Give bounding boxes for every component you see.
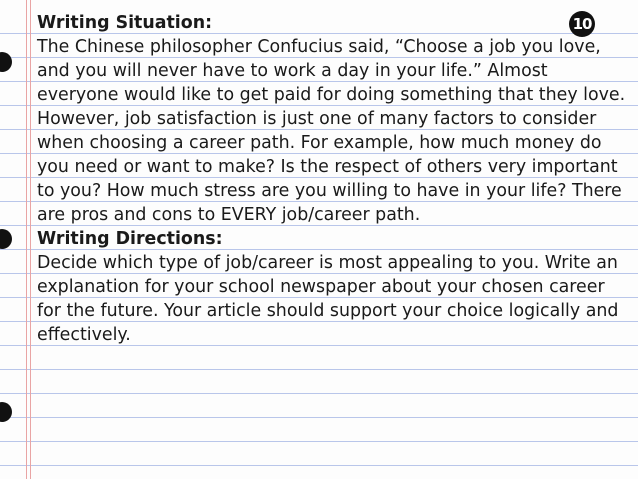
margin-line-right	[30, 0, 31, 479]
binder-hole-middle	[0, 229, 12, 249]
writing-directions-text: Decide which type of job/career is most appealing to you. Write an explanation for your school newspaper about your chosen career for the future. Your article should support your choice logically and effectively.	[37, 253, 619, 345]
margin-line-left	[26, 0, 27, 479]
writing-directions-heading: Writing Directions:	[37, 229, 223, 249]
document-content	[37, 11, 627, 347]
binder-hole-top	[0, 52, 12, 72]
writing-situation-heading: Writing Situation:	[37, 13, 213, 33]
page-number-badge: 10	[569, 11, 595, 37]
binder-hole-bottom	[0, 402, 12, 422]
writing-situation-text: The Chinese philosopher Confucius said, “Choose a job you love, and you will never have to work a day in your life.” Almost everyone would like to get paid for doing something that they love. However, job satisfaction is just one of many factors to consider when choosing a career path. For example, how much money do you need or want to make? Is the respect of others very important to you? How much stress are you willing to have in your life? There are pros and cons to EVERY job/career path.	[37, 37, 626, 225]
